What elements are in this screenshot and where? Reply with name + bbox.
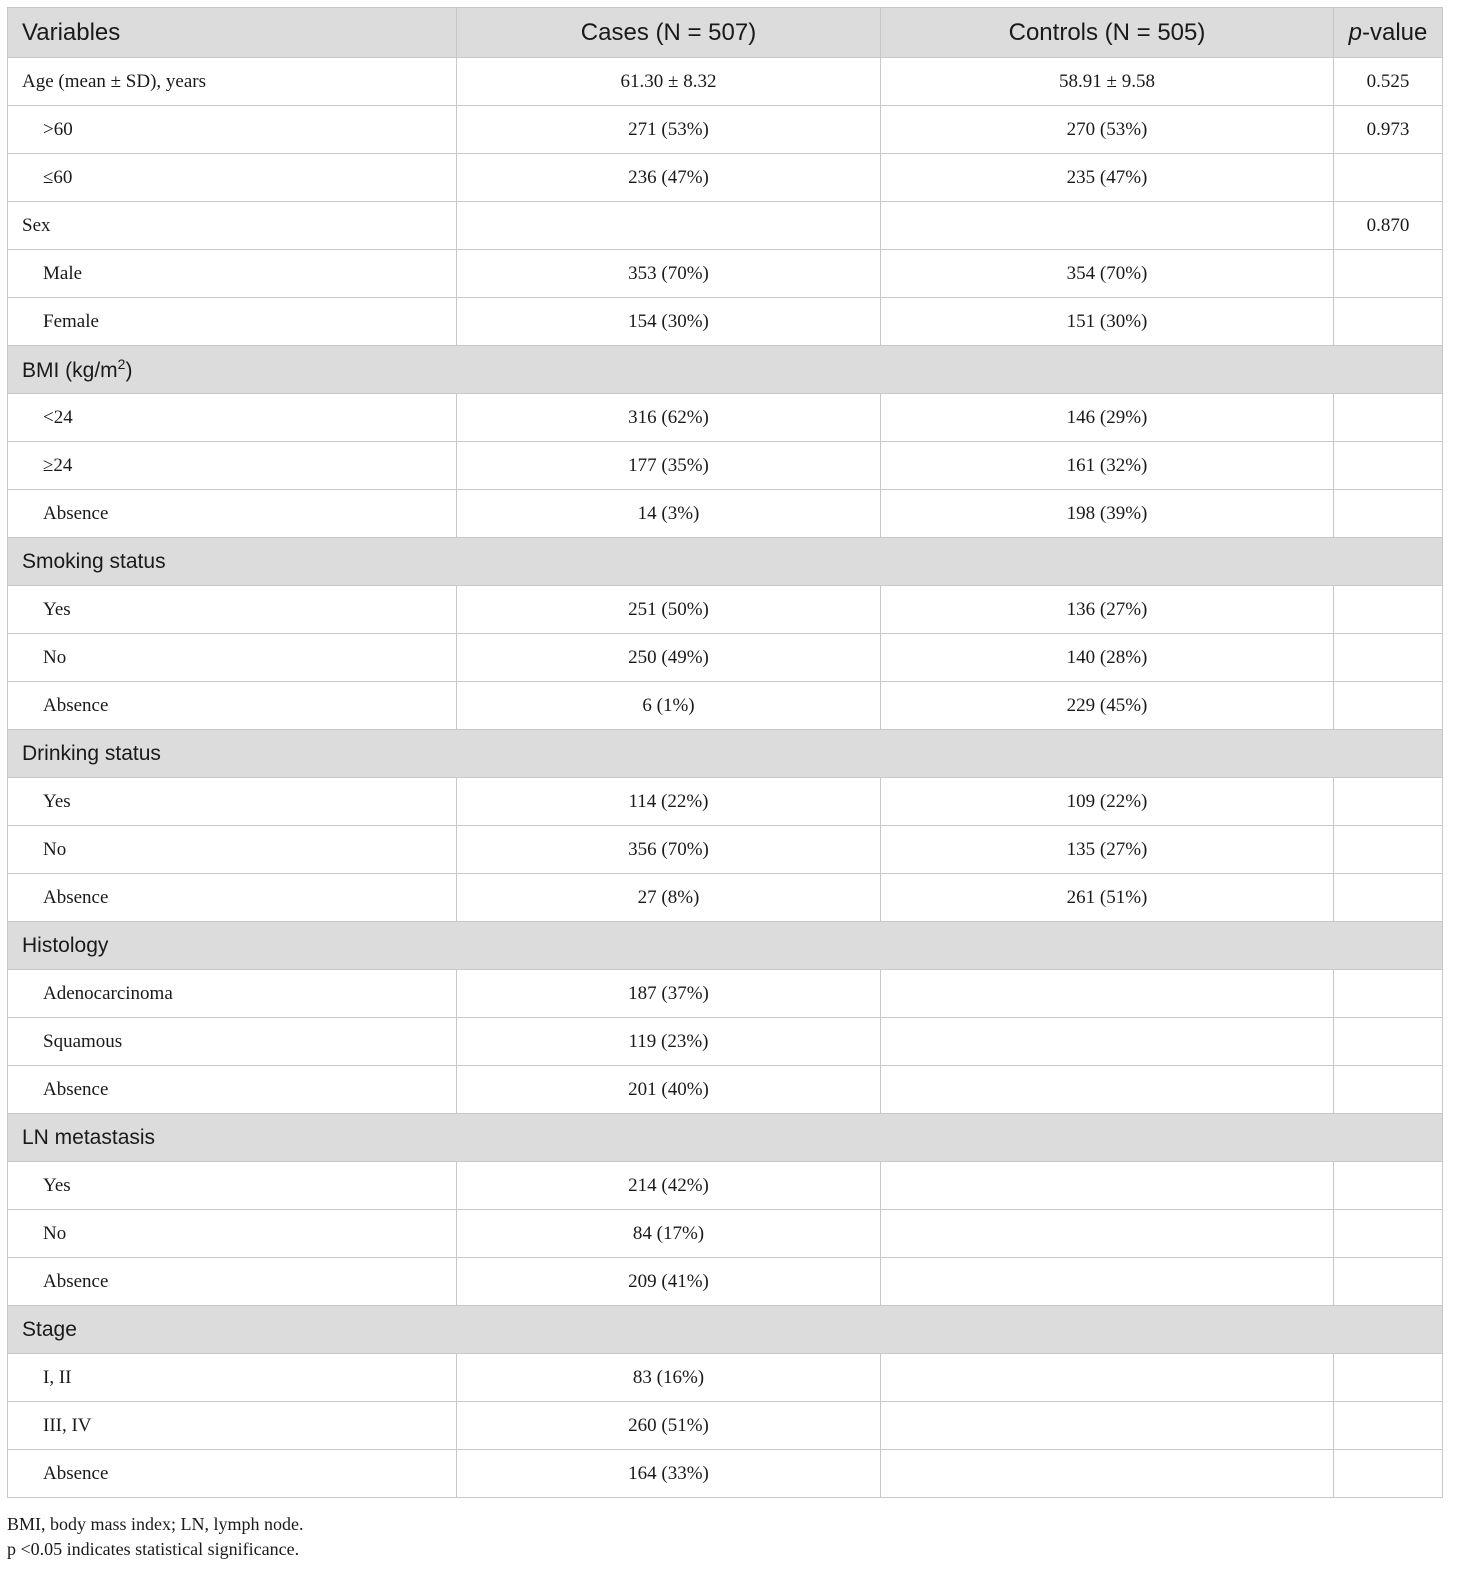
- row-label-cell: Absence: [8, 490, 457, 538]
- row-label-cell: Absence: [8, 874, 457, 922]
- pvalue-cell: 0.870: [1334, 202, 1443, 250]
- section-label-suffix: ): [125, 359, 133, 382]
- cases-cell: 271 (53%): [457, 106, 881, 154]
- row-label-cell: No: [8, 1210, 457, 1258]
- section-row: [8, 922, 1443, 970]
- pvalue-cell: [1334, 970, 1443, 1018]
- table-row: [8, 970, 1443, 1018]
- pvalue-cell: [1334, 1402, 1443, 1450]
- table-row: [8, 1210, 1443, 1258]
- pvalue-cell: [1334, 1354, 1443, 1402]
- header-pvalue: [1334, 8, 1443, 58]
- section-label-text: Histology: [22, 933, 109, 957]
- section-row: [8, 538, 1443, 586]
- controls-cell: [881, 1210, 1334, 1258]
- cases-cell: 260 (51%): [457, 1402, 881, 1450]
- table-row: [8, 58, 1443, 106]
- row-label-cell: Sex: [8, 202, 457, 250]
- controls-cell: 146 (29%): [881, 394, 1334, 442]
- pvalue-cell: [1334, 154, 1443, 202]
- table-row: [8, 490, 1443, 538]
- table-row: [8, 106, 1443, 154]
- controls-cell: [881, 1402, 1334, 1450]
- pvalue-cell: [1334, 1450, 1443, 1498]
- pvalue-cell: [1334, 682, 1443, 730]
- pvalue-cell: [1334, 1162, 1443, 1210]
- pvalue-cell: [1334, 1018, 1443, 1066]
- cases-cell: [457, 202, 881, 250]
- cases-cell: 353 (70%): [457, 250, 881, 298]
- controls-cell: 235 (47%): [881, 154, 1334, 202]
- pvalue-cell: [1334, 394, 1443, 442]
- footnote-abbreviations: BMI, body mass index; LN, lymph node.: [7, 1514, 304, 1534]
- section-row: [8, 1306, 1443, 1354]
- section-label: [8, 1306, 1443, 1354]
- header-pvalue-rest: -value: [1361, 18, 1428, 46]
- cases-cell: 236 (47%): [457, 154, 881, 202]
- controls-cell: 136 (27%): [881, 586, 1334, 634]
- table-row: [8, 1018, 1443, 1066]
- row-label-cell: Yes: [8, 778, 457, 826]
- controls-cell: 109 (22%): [881, 778, 1334, 826]
- footnotes: [7, 1512, 303, 1562]
- pvalue-cell: [1334, 1210, 1443, 1258]
- cases-cell: 114 (22%): [457, 778, 881, 826]
- controls-cell: 261 (51%): [881, 874, 1334, 922]
- table-row: [8, 298, 1443, 346]
- table-row: [8, 1402, 1443, 1450]
- controls-cell: 151 (30%): [881, 298, 1334, 346]
- table-row: [8, 586, 1443, 634]
- controls-cell: 270 (53%): [881, 106, 1334, 154]
- controls-cell: 135 (27%): [881, 826, 1334, 874]
- controls-cell: [881, 1258, 1334, 1306]
- row-label-cell: Absence: [8, 682, 457, 730]
- section-row: [8, 346, 1443, 394]
- section-label-text: LN metastasis: [22, 1125, 156, 1149]
- table-row: [8, 874, 1443, 922]
- section-label: [8, 346, 1443, 394]
- row-label-cell: Absence: [8, 1450, 457, 1498]
- section-label-superscript: 2: [117, 356, 126, 372]
- controls-cell: 161 (32%): [881, 442, 1334, 490]
- row-label-cell: Adenocarcinoma: [8, 970, 457, 1018]
- pvalue-cell: [1334, 778, 1443, 826]
- pvalue-cell: [1334, 490, 1443, 538]
- cases-cell: 250 (49%): [457, 634, 881, 682]
- table-row: [8, 250, 1443, 298]
- pvalue-cell: 0.973: [1334, 106, 1443, 154]
- cases-cell: 177 (35%): [457, 442, 881, 490]
- row-label-cell: III, IV: [8, 1402, 457, 1450]
- row-label-cell: Female: [8, 298, 457, 346]
- cases-cell: 209 (41%): [457, 1258, 881, 1306]
- row-label-cell: No: [8, 826, 457, 874]
- table-row: [8, 202, 1443, 250]
- header-pvalue-italic: p: [1348, 18, 1362, 46]
- pvalue-cell: [1334, 874, 1443, 922]
- controls-cell: [881, 1066, 1334, 1114]
- table-row: [8, 826, 1443, 874]
- row-label-cell: <24: [8, 394, 457, 442]
- pvalue-cell: [1334, 250, 1443, 298]
- cases-cell: 61.30 ± 8.32: [457, 58, 881, 106]
- cases-cell: 83 (16%): [457, 1354, 881, 1402]
- pvalue-cell: [1334, 826, 1443, 874]
- row-label-cell: Squamous: [8, 1018, 457, 1066]
- section-row: [8, 1114, 1443, 1162]
- controls-cell: [881, 1354, 1334, 1402]
- footnote-significance: p <0.05 indicates statistical significance.: [7, 1539, 300, 1559]
- table-body: [8, 58, 1443, 1498]
- cases-cell: 6 (1%): [457, 682, 881, 730]
- table-row: [8, 1258, 1443, 1306]
- header-cases: Cases (N = 507): [457, 8, 881, 58]
- controls-cell: [881, 970, 1334, 1018]
- row-label-cell: ≥24: [8, 442, 457, 490]
- header-variables: Variables: [8, 8, 457, 58]
- cases-cell: 201 (40%): [457, 1066, 881, 1114]
- header-controls: Controls (N = 505): [881, 8, 1334, 58]
- pvalue-cell: [1334, 1258, 1443, 1306]
- row-label-cell: Male: [8, 250, 457, 298]
- pvalue-cell: [1334, 442, 1443, 490]
- row-label-cell: I, II: [8, 1354, 457, 1402]
- table-row: [8, 1066, 1443, 1114]
- characteristics-table: [7, 7, 1443, 1498]
- row-label-cell: No: [8, 634, 457, 682]
- cases-cell: 187 (37%): [457, 970, 881, 1018]
- cases-cell: 27 (8%): [457, 874, 881, 922]
- pvalue-cell: [1334, 634, 1443, 682]
- table-row: [8, 1354, 1443, 1402]
- row-label-cell: Yes: [8, 586, 457, 634]
- controls-cell: 140 (28%): [881, 634, 1334, 682]
- row-label-cell: Absence: [8, 1066, 457, 1114]
- cases-cell: 119 (23%): [457, 1018, 881, 1066]
- cases-cell: 214 (42%): [457, 1162, 881, 1210]
- pvalue-cell: [1334, 586, 1443, 634]
- section-label: [8, 538, 1443, 586]
- table-row: [8, 394, 1443, 442]
- cases-cell: 14 (3%): [457, 490, 881, 538]
- table-row: [8, 442, 1443, 490]
- section-label-text: Stage: [22, 1317, 77, 1341]
- controls-cell: [881, 1018, 1334, 1066]
- controls-cell: 354 (70%): [881, 250, 1334, 298]
- cases-cell: 316 (62%): [457, 394, 881, 442]
- pvalue-cell: 0.525: [1334, 58, 1443, 106]
- controls-cell: 198 (39%): [881, 490, 1334, 538]
- table-row: [8, 1450, 1443, 1498]
- section-label-text: Smoking status: [22, 549, 166, 573]
- pvalue-cell: [1334, 1066, 1443, 1114]
- row-label-cell: Yes: [8, 1162, 457, 1210]
- controls-cell: [881, 1450, 1334, 1498]
- row-label-cell: ≤60: [8, 154, 457, 202]
- controls-cell: 58.91 ± 9.58: [881, 58, 1334, 106]
- cases-cell: 356 (70%): [457, 826, 881, 874]
- row-label-cell: Age (mean ± SD), years: [8, 58, 457, 106]
- section-row: [8, 730, 1443, 778]
- controls-cell: 229 (45%): [881, 682, 1334, 730]
- row-label-cell: >60: [8, 106, 457, 154]
- table-row: [8, 682, 1443, 730]
- section-label-text: BMI (kg/m: [22, 359, 118, 382]
- section-label: [8, 1114, 1443, 1162]
- controls-cell: [881, 202, 1334, 250]
- table-row: [8, 1162, 1443, 1210]
- controls-cell: [881, 1162, 1334, 1210]
- row-label-cell: Absence: [8, 1258, 457, 1306]
- cases-cell: 154 (30%): [457, 298, 881, 346]
- cases-cell: 251 (50%): [457, 586, 881, 634]
- table-row: [8, 154, 1443, 202]
- cases-cell: 164 (33%): [457, 1450, 881, 1498]
- section-label: [8, 922, 1443, 970]
- pvalue-cell: [1334, 298, 1443, 346]
- table-row: [8, 778, 1443, 826]
- section-label: [8, 730, 1443, 778]
- table-row: [8, 634, 1443, 682]
- section-label-text: Drinking status: [22, 741, 161, 765]
- cases-cell: 84 (17%): [457, 1210, 881, 1258]
- table-header-row: [8, 8, 1443, 58]
